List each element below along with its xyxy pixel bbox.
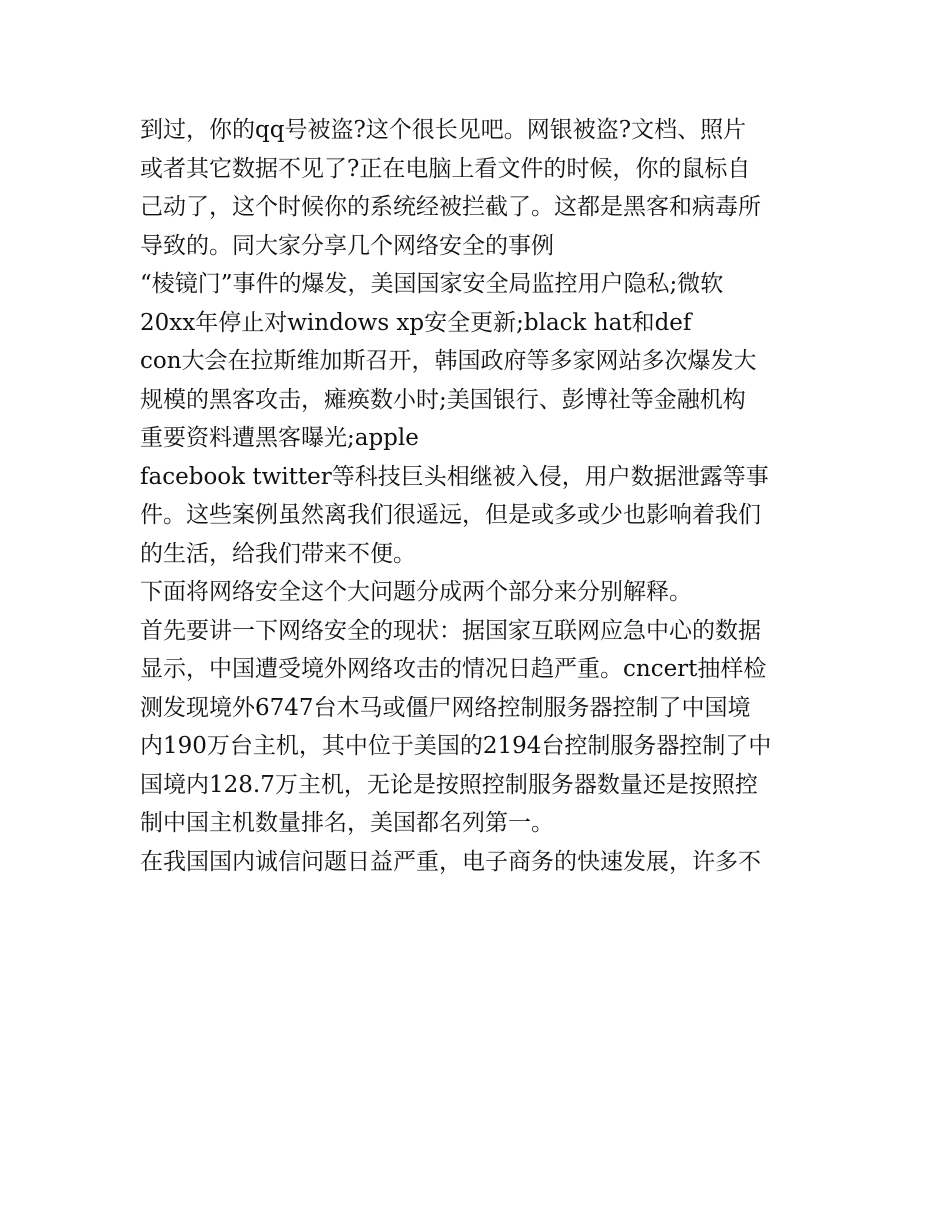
- text-line: 制中国主机数量排名，美国都名列第一。: [140, 810, 554, 836]
- text-line: 规模的黑客攻击，瘫痪数小时;美国银行、彭博社等金融机构: [140, 386, 746, 413]
- text-line: 内190万台主机，其中位于美国的2194台控制服务器控制了中: [140, 733, 772, 759]
- text-line: 20xx年停止对windows xp安全更新;black hat和def: [140, 309, 692, 336]
- document-body: [140, 111, 820, 881]
- text-line: 下面将网络安全这个大问题分成两个部分来分别解释。: [140, 579, 692, 605]
- text-line: 件。这些案例虽然离我们很遥远，但是或多或少也影响着我们: [140, 502, 761, 528]
- text-line: 己动了，这个时候你的系统经被拦截了。这都是黑客和病毒所: [140, 194, 761, 220]
- text-line: 在我国国内诚信问题日益严重，电子商务的快速发展，许多不: [140, 848, 761, 875]
- text-line: 测发现境外6747台木马或僵尸网络控制服务器控制了中国境: [140, 694, 751, 721]
- text-line: facebook twitter等科技巨头相继被入侵，用户数据泄露等事: [140, 463, 769, 490]
- text-line: 显示，中国遭受境外网络攻击的情况日趋严重。cncert抽样检: [140, 656, 767, 682]
- text-line: 重要资料遭黑客曝光;apple: [140, 425, 419, 451]
- text-line: 首先要讲一下网络安全的现状：据国家互联网应急中心的数据: [140, 617, 761, 644]
- text-line: 或者其它数据不见了?正在电脑上看文件的时候，你的鼠标自: [140, 155, 751, 182]
- text-line: 的生活，给我们带来不便。: [140, 540, 416, 567]
- text-line: 导致的。同大家分享几个网络安全的事例: [140, 232, 554, 259]
- text-line: “棱镜门”事件的爆发，美国国家安全局监控用户隐私;微软: [140, 271, 724, 297]
- text-line: 到过，你的qq号被盗?这个很长见吧。网银被盗?文档、照片: [140, 117, 747, 143]
- text-line: con大会在拉斯维加斯召开，韩国政府等多家网站多次爆发大: [140, 348, 757, 374]
- text-line: 国境内128.7万主机，无论是按照控制服务器数量还是按照控: [140, 771, 758, 798]
